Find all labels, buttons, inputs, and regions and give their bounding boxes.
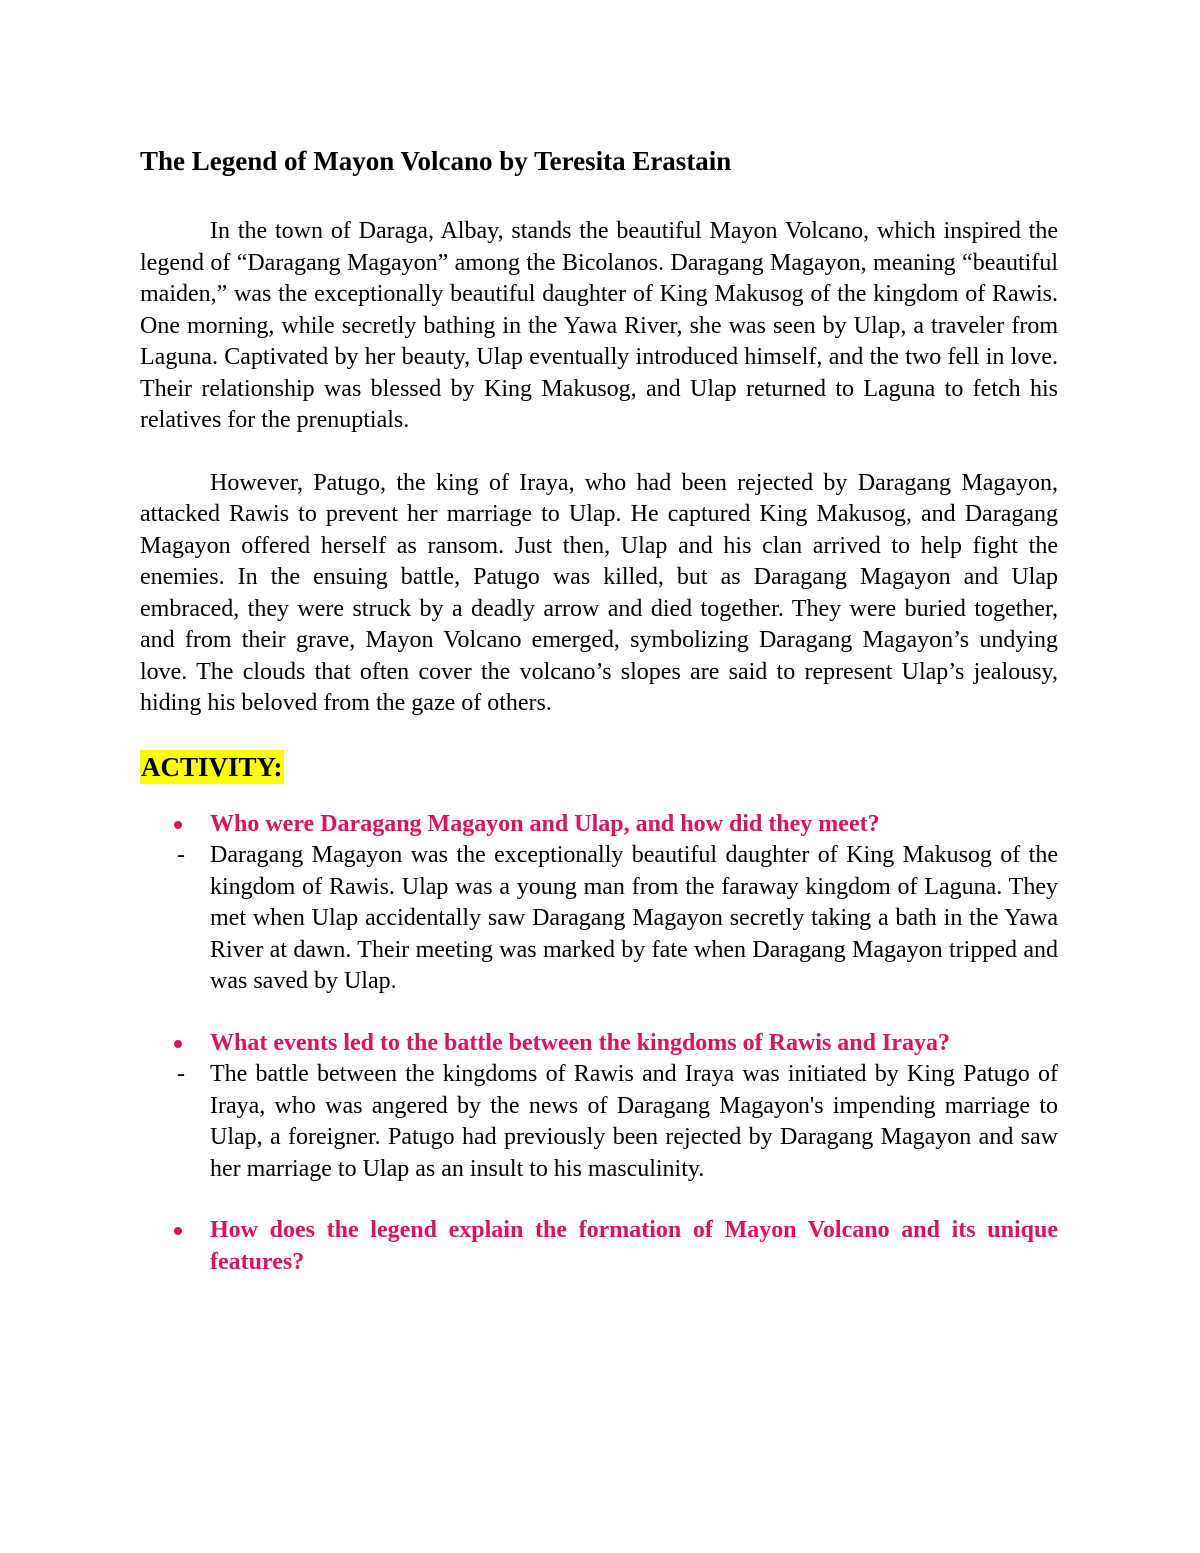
document-content bbox=[140, 138, 1058, 1278]
question-3-text: How does the legend explain the formation of Mayon Volcano and its unique features? bbox=[210, 1217, 1058, 1275]
answer-1 bbox=[140, 840, 1058, 998]
story-paragraph-2: However, Patugo, the king of Iraya, who had been rejected by Daragang Magayon, attacked Rawis to prevent her marriage to Ulap. He captured King Makusog, and Daragang Magayon offered herself as ransom. Just then, Ulap and his clan arrived to help fight the enemies. In the ensuing battle, Patugo was killed, but as Daragang Magayon and Ulap embraced, they were struck by a deadly arrow and died together. They were buried together, and from their grave, Mayon Volcano emerged, symbolizing Daragang Magayon’s undying love. The clouds that often cover the volcano’s slopes are said to represent Ulap’s jealousy, hiding his beloved from the gaze of others. bbox=[140, 469, 1058, 716]
dash-marker: - bbox=[177, 1061, 185, 1087]
qa-item-3 bbox=[140, 1215, 1058, 1278]
activity-heading: ACTIVITY: bbox=[141, 751, 283, 782]
qa-item-2 bbox=[140, 1028, 1058, 1186]
bullet-icon bbox=[174, 1227, 182, 1235]
answer-2-text: The battle between the kingdoms of Rawis and Iraya was initiated by King Patugo of Iraya, who was angered by the news of Daragang Magayon's impending marriage to Ulap, a foreigner. Patugo had previously been rejected by Daragang Magayon and saw her marriage to Ulap as an insult to his masculinity. bbox=[210, 1061, 1058, 1182]
story-paragraph-1: In the town of Daraga, Albay, stands the beautiful Mayon Volcano, which inspired the legend of “Daragang Magayon” among the Bicolanos. Daragang Magayon, meaning “beautiful maiden,” was the exceptionally beautiful daughter of King Makusog of the kingdom of Rawis. One morning, while secretly bathing in the Yawa River, she was seen by Ulap, a traveler from Laguna. Captivated by her beauty, Ulap eventually introduced himself, and the two fell in love. Their relationship was blessed by King Makusog, and Ulap returned to Laguna to fetch his relatives for the prenuptials. bbox=[140, 218, 1058, 433]
question-2-text: What events led to the battle between the kingdoms of Rawis and Iraya? bbox=[210, 1029, 950, 1056]
question-3 bbox=[140, 1215, 1058, 1278]
answer-2 bbox=[140, 1059, 1058, 1185]
question-2 bbox=[140, 1028, 1058, 1060]
answer-1-text: Daragang Magayon was the exceptionally beautiful daughter of King Makusog of the kingdom of Rawis. Ulap was a young man from the faraway kingdom of Laguna. They met when Ulap accidentally saw Daragang Magayon secretly taking a bath in the Yawa River at dawn. Their meeting was marked by fate when Daragang Magayon tripped and was saved by Ulap. bbox=[210, 842, 1058, 994]
question-1-text: Who were Daragang Magayon and Ulap, and how did they meet? bbox=[210, 810, 880, 837]
activity-heading-wrap bbox=[140, 750, 1058, 794]
document-title: The Legend of Mayon Volcano by Teresita Erastain bbox=[140, 146, 732, 176]
question-1 bbox=[140, 809, 1058, 841]
qa-item-1 bbox=[140, 809, 1058, 998]
bullet-icon bbox=[174, 821, 182, 829]
bullet-icon bbox=[174, 1040, 182, 1048]
dash-marker: - bbox=[177, 842, 185, 868]
